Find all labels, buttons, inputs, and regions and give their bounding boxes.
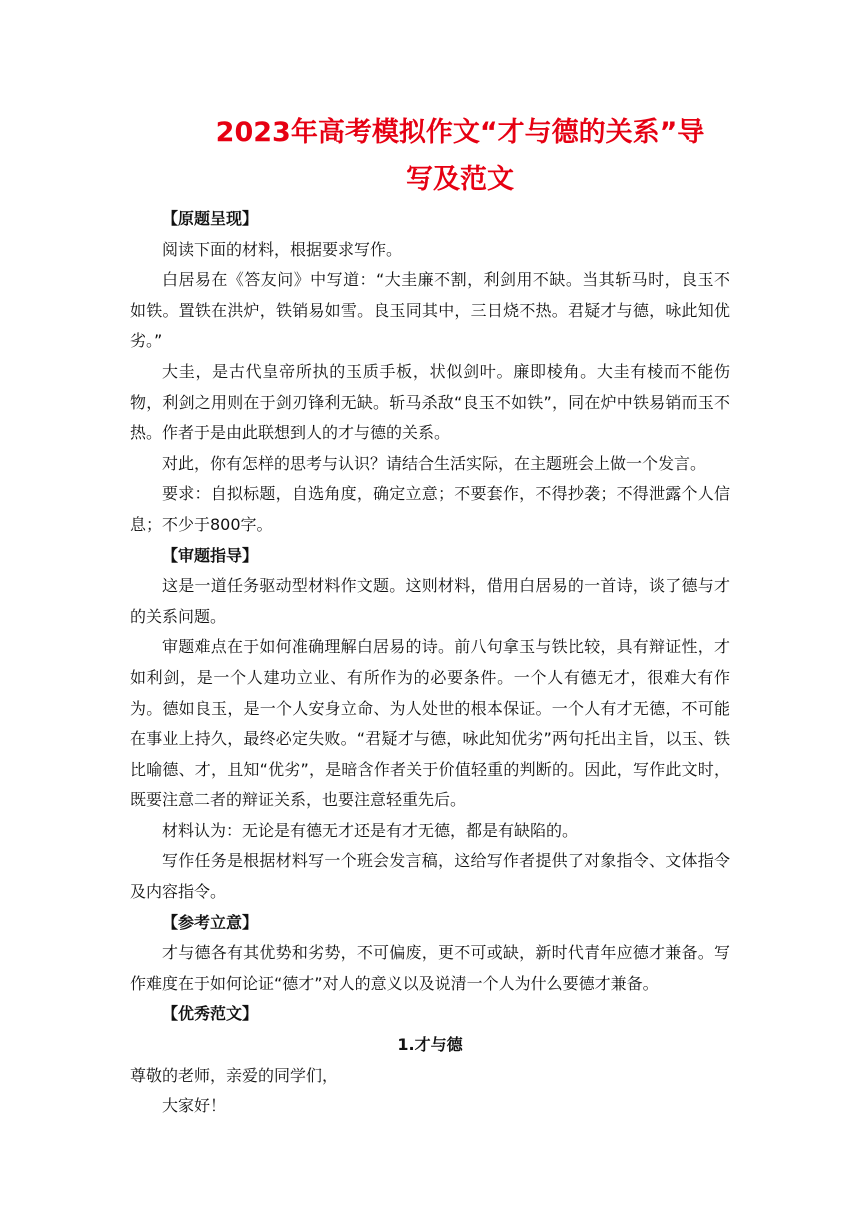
section-heading-reference: 【参考立意】 <box>162 912 259 932</box>
essay-greeting: 大家好！ <box>162 1096 227 1116</box>
document-title-line2: 写及范文 <box>406 164 514 195</box>
section-heading-guidance: 【审题指导】 <box>162 545 259 565</box>
section-heading-original: 【原题呈现】 <box>162 209 259 228</box>
paragraph-explanation: 大圭，是古代皇帝所执的玉质手板，状似剑叶。廉即棱角。大圭有棱而不能伤物，利剑之用则在于剑刃锋利无缺。斩马杀敌“良玉不如铁”，同在炉中铁易销而玉不热。作者于是由此联想到人的才与德的关系。 <box>130 361 730 443</box>
essay-salutation: 尊敬的老师，亲爱的同学们， <box>130 1065 339 1085</box>
document-body <box>130 204 730 1122</box>
paragraph-guidance-2: 审题难点在于如何准确理解白居易的诗。前八句拿玉与铁比较，具有辩证性，才如利剑，是一个人建功立业、有所作为的必要条件。一个人有德无才，很难大有作为。德如良玉，是一个人安身立命、为人处世的根本保证。一个人有才无德，不可能在事业上持久，最终必定失败。“君疑才与德，咏此知优劣”两句托出主旨，以玉、铁比喻德、才，且知“优劣”，是暗含作者关于价值轻重的判断的。因此，写作此文时，既要注意二者的辩证关系，也要注意轻重先后。 <box>130 637 730 810</box>
paragraph-guidance-1: 这是一道任务驱动型材料作文题。这则材料，借用白居易的一首诗，谈了德与才的关系问题。 <box>130 576 730 626</box>
paragraph-poem: 白居易在《答友问》中写道：“大圭廉不割，利剑用不缺。当其斩马时，良玉不如铁。置铁在洪炉，铁销易如雪。良玉同其中，三日烧不热。君疑才与德，咏此知优劣。” <box>130 270 730 351</box>
paragraph-task: 对此，你有怎样的思考与认识？请结合生活实际，在主题班会上做一个发言。 <box>162 453 707 473</box>
paragraph-reference: 才与德各有其优势和劣势，不可偏废，更不可或缺，新时代青年应德才兼备。写作难度在于如何论证“德才”对人的意义以及说清一个人为什么要德才兼备。 <box>130 943 730 993</box>
paragraph-guidance-3: 材料认为：无论是有德无才还是有才无德，都是有缺陷的。 <box>162 820 579 840</box>
essay-title: 1.才与德 <box>397 1035 463 1055</box>
section-heading-essay: 【优秀范文】 <box>162 1004 259 1024</box>
paragraph-instruction: 阅读下面的材料，根据要求写作。 <box>162 239 403 259</box>
document-title-line1: 2023年高考模拟作文“才与德的关系”导 <box>215 117 705 148</box>
paragraph-requirements: 要求：自拟标题，自选角度，确定立意；不要套作，不得抄袭；不得泄露个人信息；不少于800字。 <box>130 484 730 534</box>
paragraph-guidance-4: 写作任务是根据材料写一个班会发言稿，这给写作者提供了对象指令、文体指令及内容指令。 <box>130 851 730 902</box>
